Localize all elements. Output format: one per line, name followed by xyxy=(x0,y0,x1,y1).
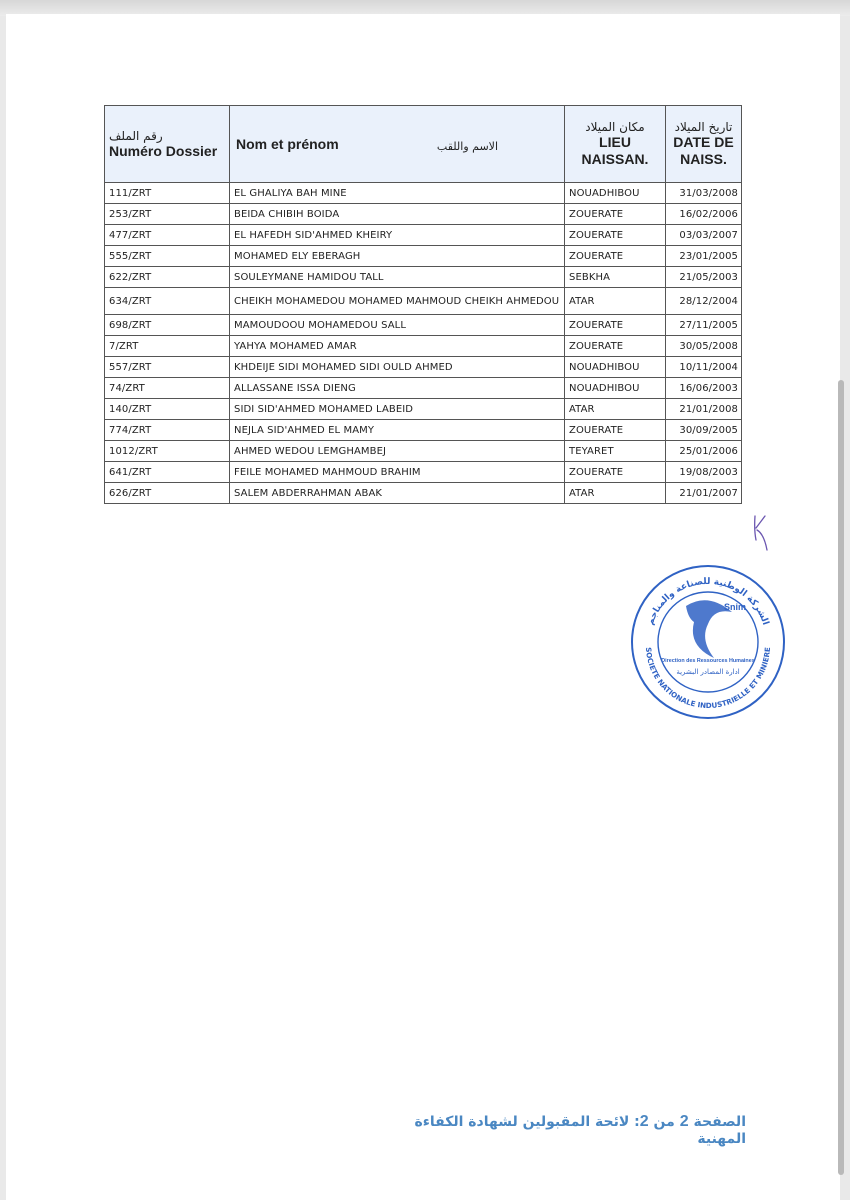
stamp-inner-fr: Direction des Ressources Humaines xyxy=(661,658,755,664)
cell-date: 21/01/2008 xyxy=(666,399,742,420)
cell-name: SOULEYMANE HAMIDOU TALL xyxy=(230,267,565,288)
cell-date: 31/03/2008 xyxy=(666,183,742,204)
table-row xyxy=(105,399,742,420)
header-lieu xyxy=(565,106,666,183)
table-header-row xyxy=(105,106,742,183)
cell-date: 25/01/2006 xyxy=(666,441,742,462)
footer-label-of: من xyxy=(648,1114,680,1130)
company-stamp xyxy=(628,562,788,722)
cell-dossier: 626/ZRT xyxy=(105,483,230,504)
cell-lieu: ZOUERATE xyxy=(565,315,666,336)
table-row xyxy=(105,183,742,204)
header-name xyxy=(230,106,565,183)
stamp-logo-text: Snim xyxy=(724,602,747,612)
cell-date: 10/11/2004 xyxy=(666,357,742,378)
cell-dossier: 7/ZRT xyxy=(105,336,230,357)
stamp-outer-fr: SOCIETE NATIONALE INDUSTRIELLE ET MINIERE xyxy=(643,646,773,711)
cell-dossier: 1012/ZRT xyxy=(105,441,230,462)
cell-name: SALEM ABDERRAHMAN ABAK xyxy=(230,483,565,504)
svg-text:SOCIETE NATIONALE INDUSTRIELLE xyxy=(644,647,772,710)
table-row xyxy=(105,462,742,483)
signature-mark xyxy=(748,506,772,554)
cell-date: 28/12/2004 xyxy=(666,288,742,315)
cell-dossier: 253/ZRT xyxy=(105,204,230,225)
header-lieu-ar: مكان الميلاد xyxy=(585,120,645,134)
cell-lieu: NOUADHIBOU xyxy=(565,183,666,204)
cell-dossier: 74/ZRT xyxy=(105,378,230,399)
cell-lieu: ZOUERATE xyxy=(565,246,666,267)
cell-lieu: TEYARET xyxy=(565,441,666,462)
cell-dossier: 140/ZRT xyxy=(105,399,230,420)
cell-date: 16/02/2006 xyxy=(666,204,742,225)
cell-date: 23/01/2005 xyxy=(666,246,742,267)
table-row xyxy=(105,441,742,462)
table-row xyxy=(105,336,742,357)
cell-lieu: ATAR xyxy=(565,399,666,420)
cell-date: 03/03/2007 xyxy=(666,225,742,246)
header-date xyxy=(666,106,742,183)
cell-name: NEJLA SID'AHMED EL MAMY xyxy=(230,420,565,441)
table-row xyxy=(105,267,742,288)
footer-page-total: 2 xyxy=(639,1113,649,1130)
stamp-outer-ar: الشركة الوطنية للصناعة والمناجم xyxy=(645,576,771,627)
cell-date: 19/08/2003 xyxy=(666,462,742,483)
cell-dossier: 111/ZRT xyxy=(105,183,230,204)
cell-name: CHEIKH MOHAMEDOU MOHAMED MAHMOUD CHEIKH AHMEDOU xyxy=(230,288,565,315)
cell-lieu: ATAR xyxy=(565,483,666,504)
cell-name: ALLASSANE ISSA DIENG xyxy=(230,378,565,399)
table-row xyxy=(105,225,742,246)
vertical-scrollbar[interactable] xyxy=(838,380,844,1175)
footer-label-page: الصفحة xyxy=(688,1114,746,1130)
cell-dossier: 477/ZRT xyxy=(105,225,230,246)
cell-date: 30/05/2008 xyxy=(666,336,742,357)
header-date-ar: تاريخ الميلاد xyxy=(674,120,733,134)
header-date-fr: DATE DE NAISS. xyxy=(673,134,734,167)
table-row xyxy=(105,378,742,399)
footer-title: : لائحة المقبولين لشهادة الكفاءة المهنية xyxy=(414,1114,746,1147)
cell-date: 21/05/2003 xyxy=(666,267,742,288)
cell-name: BEIDA CHIBIH BOIDA xyxy=(230,204,565,225)
table-row xyxy=(105,420,742,441)
header-dossier-ar: رقم الملف xyxy=(109,128,163,143)
cell-date: 16/06/2003 xyxy=(666,378,742,399)
table-row xyxy=(105,483,742,504)
cell-lieu: ZOUERATE xyxy=(565,462,666,483)
cell-date: 27/11/2005 xyxy=(666,315,742,336)
cell-lieu: ZOUERATE xyxy=(565,225,666,246)
table-row xyxy=(105,288,742,315)
header-lieu-fr: LIEU NAISSAN. xyxy=(581,134,649,167)
cell-date: 21/01/2007 xyxy=(666,483,742,504)
cell-lieu: NOUADHIBOU xyxy=(565,378,666,399)
cell-lieu: NOUADHIBOU xyxy=(565,357,666,378)
page-footer xyxy=(376,1113,746,1147)
cell-lieu: ATAR xyxy=(565,288,666,315)
cell-dossier: 634/ZRT xyxy=(105,288,230,315)
cell-dossier: 641/ZRT xyxy=(105,462,230,483)
cell-dossier: 557/ZRT xyxy=(105,357,230,378)
stamp-inner-ar: ادارة المصادر البشرية xyxy=(676,668,740,676)
cell-name: KHDEIJE SIDI MOHAMED SIDI OULD AHMED xyxy=(230,357,565,378)
table-row xyxy=(105,315,742,336)
cell-lieu: ZOUERATE xyxy=(565,420,666,441)
cell-name: SIDI SID'AHMED MOHAMED LABEID xyxy=(230,399,565,420)
cell-dossier: 698/ZRT xyxy=(105,315,230,336)
header-name-fr: Nom et prénom xyxy=(236,135,339,152)
cell-dossier: 555/ZRT xyxy=(105,246,230,267)
cell-name: FEILE MOHAMED MAHMOUD BRAHIM xyxy=(230,462,565,483)
cell-name: AHMED WEDOU LEMGHAMBEJ xyxy=(230,441,565,462)
cell-name: EL HAFEDH SID'AHMED KHEIRY xyxy=(230,225,565,246)
cell-lieu: ZOUERATE xyxy=(565,336,666,357)
cell-name: YAHYA MOHAMED AMAR xyxy=(230,336,565,357)
header-name-ar: الاسم واللقب xyxy=(436,140,498,153)
candidates-table xyxy=(104,105,742,504)
table-row xyxy=(105,357,742,378)
cell-name: MOHAMED ELY EBERAGH xyxy=(230,246,565,267)
cell-dossier: 622/ZRT xyxy=(105,267,230,288)
cell-date: 30/09/2005 xyxy=(666,420,742,441)
table-row xyxy=(105,204,742,225)
cell-dossier: 774/ZRT xyxy=(105,420,230,441)
cell-name: EL GHALIYA BAH MINE xyxy=(230,183,565,204)
cell-name: MAMOUDOOU MOHAMEDOU SALL xyxy=(230,315,565,336)
cell-lieu: SEBKHA xyxy=(565,267,666,288)
cell-lieu: ZOUERATE xyxy=(565,204,666,225)
table-row xyxy=(105,246,742,267)
header-dossier xyxy=(105,106,230,183)
header-dossier-fr: Numéro Dossier xyxy=(109,142,218,159)
footer-page-number: 2 xyxy=(679,1113,689,1130)
